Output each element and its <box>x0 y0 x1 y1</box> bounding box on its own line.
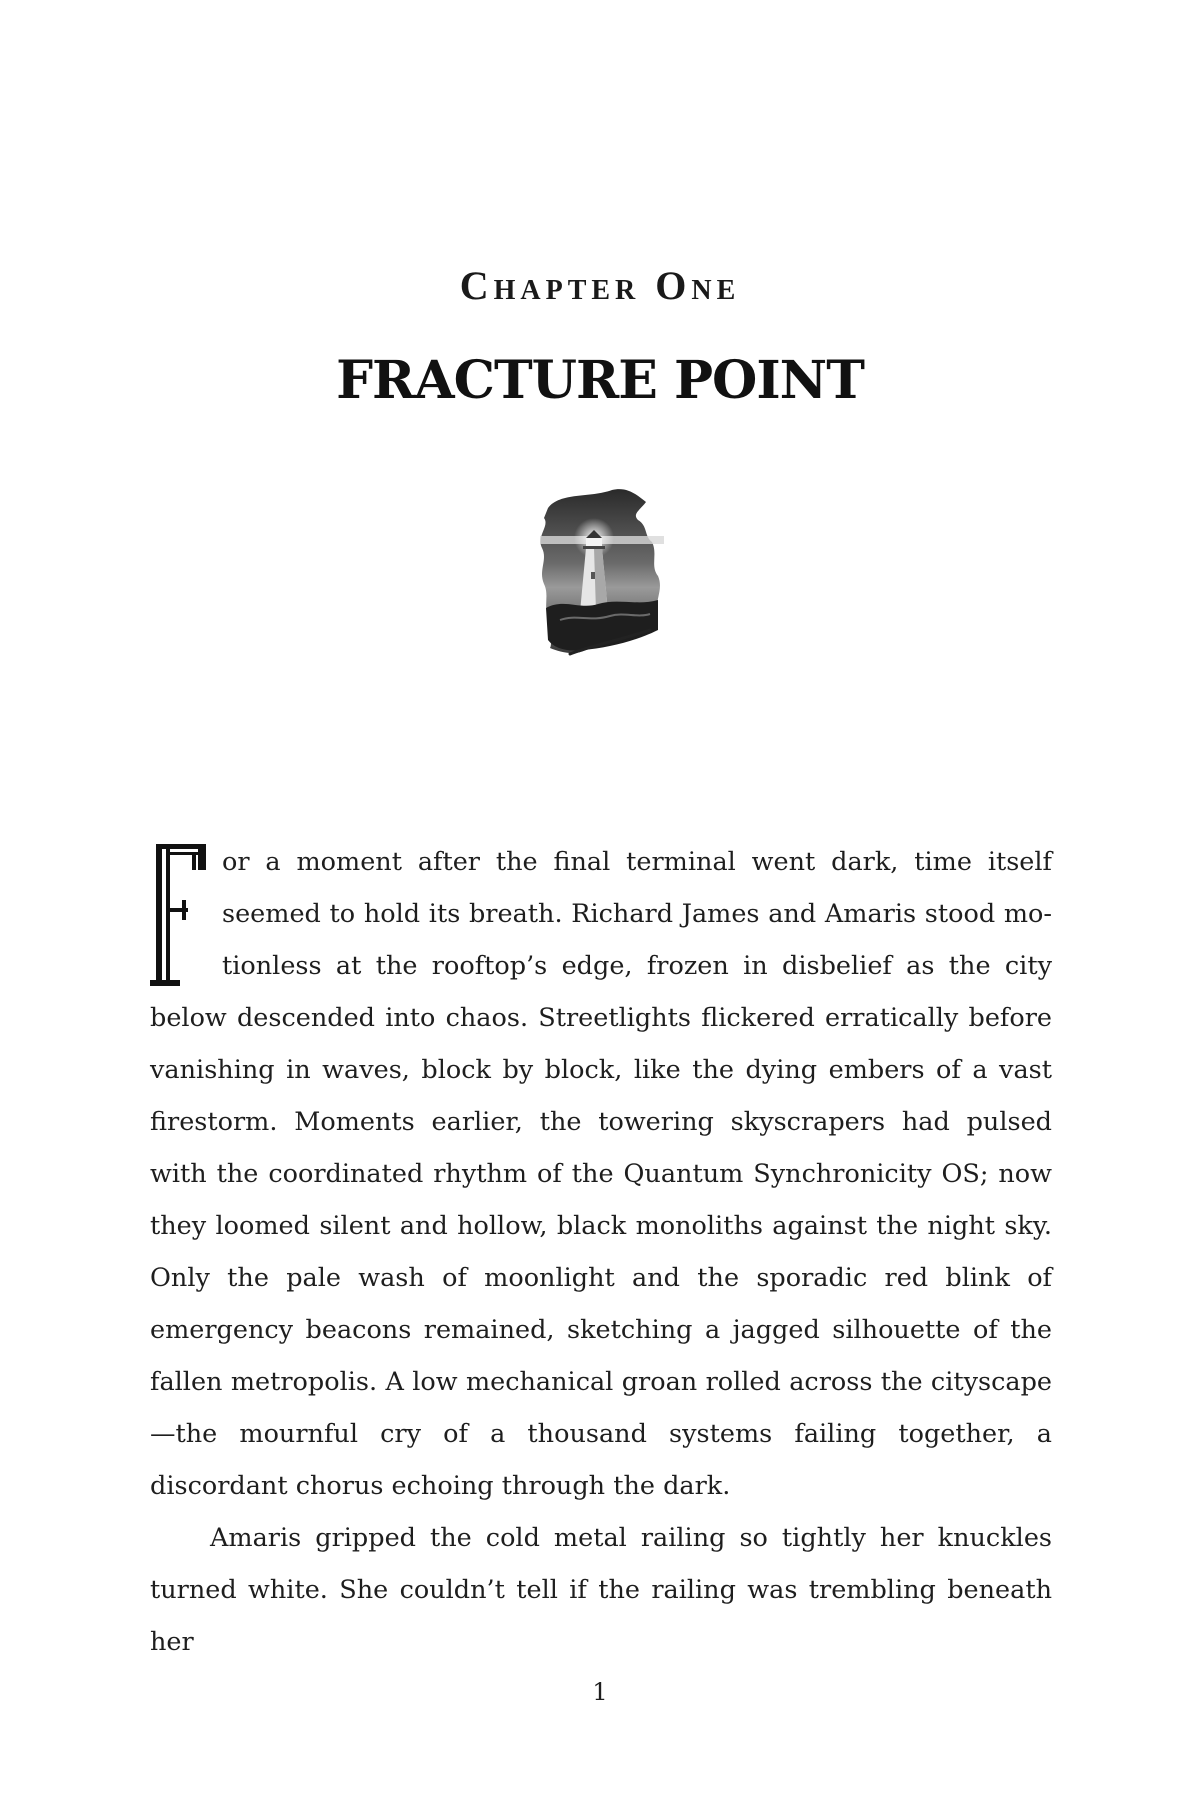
lighthouse-illustration-icon <box>520 480 680 660</box>
paragraph-text: or a moment after the final terminal went dark, time itself seemed to hold its breath. Richard James and Amaris stood motionless at the rooftop’s edge, frozen in disbelief as the city below descended into chaos. Streetlights flickered erratically before vanishing in waves, block by block, like the dying embers of a vast firestorm. Moments earlier, the towering skyscrapers had pulsed with the coordinated rhythm of the Quantum Synchronicity OS; now they loomed silent and hollow, black monoliths against the night sky. Only the pale wash of moonlight and the sporadic red blink of emergency beacons remained, sketching a jagged silhouette of the fallen metropolis. A low mechanical groan rolled across the cityscape—the mournful cry of a thousand systems failing together, a discordant chorus echoing through the dark. <box>150 847 1052 1501</box>
chapter-label: Chapter One <box>459 263 741 308</box>
chapter-title: FRACTURE POINT <box>336 350 864 411</box>
ornamental-dropcap-f-icon <box>150 842 208 988</box>
paragraph: Amaris gripped the cold metal railing so tightly her knuckles turned white. She couldn’t tell if the railing was trembling beneath her <box>150 1523 1052 1657</box>
page-number: 1 <box>592 1678 608 1706</box>
chapter-body <box>150 836 1052 1668</box>
paragraph <box>150 836 1052 1512</box>
